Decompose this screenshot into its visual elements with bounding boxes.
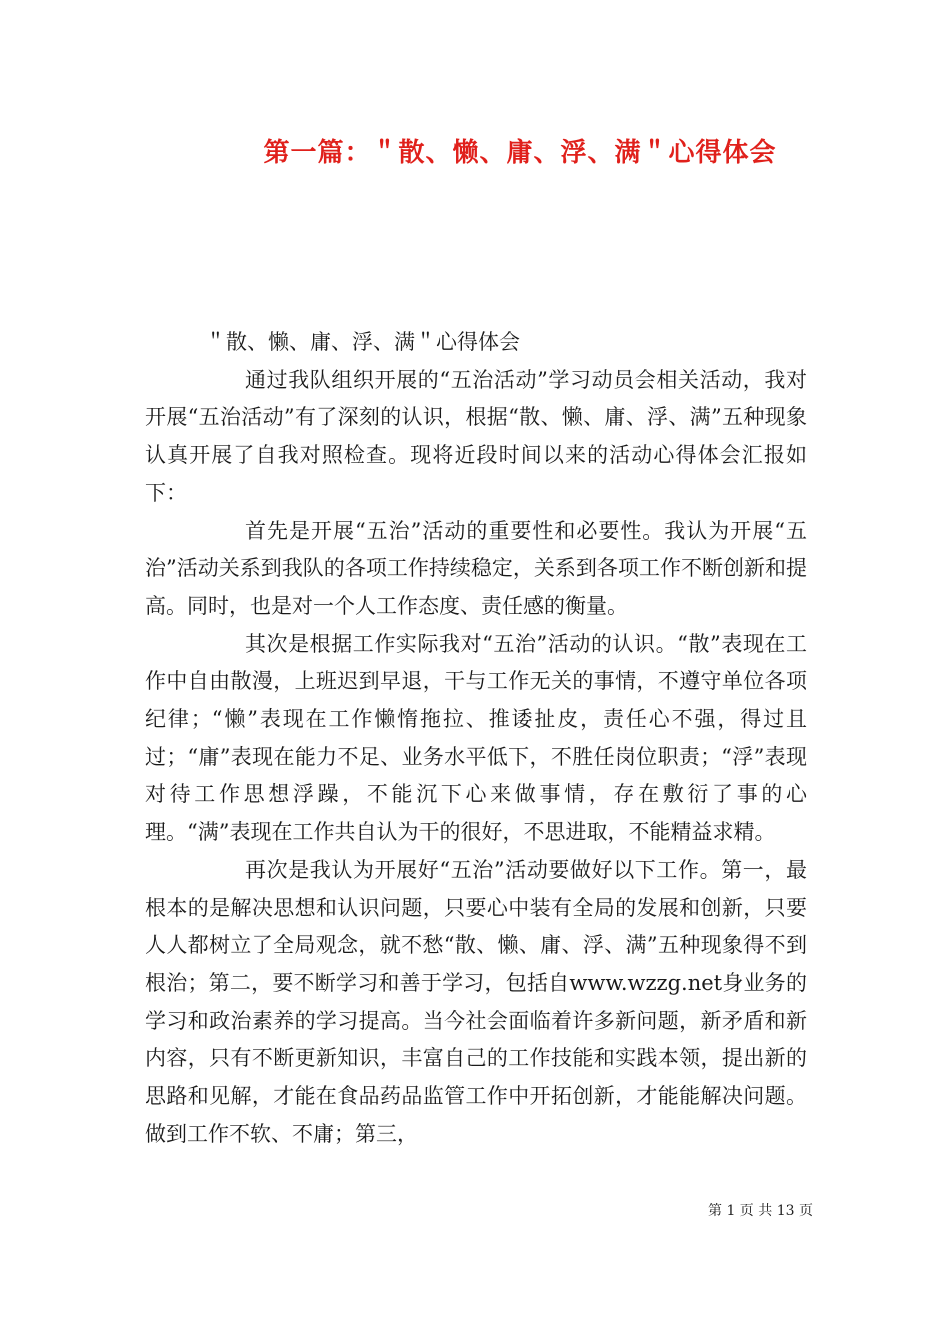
paragraph-4: 再次是我认为开展好“五治”活动要做好以下工作。第一，最根本的是解决思想和认识问题，只要心中装有全局的发展和创新，只要人人都树立了全局观念，就不愁“散、懒、庸、浮、满”五种现象得不到根治；第二，要不断学习和善于学习，包括自www.wzzg.net身业务的学习和政治素养的学习提高。当今社会面临着许多新问题，新矛盾和新内容，只有不断更新知识，丰富自己的工作技能和实践本领，提出新的思路和见解，才能在食品药品监管工作中开拓创新，才能能解决问题。做到工作不软、不庸；第三，: [145, 857, 807, 1146]
paragraph-1: 通过我队组织开展的“五治活动”学习动员会相关活动，我对开展“五治活动”有了深刻的认识，根据“散、懒、庸、浮、满”五种现象认真开展了自我对照检查。现将近段时间以来的活动心得体会汇报如下：: [145, 367, 807, 505]
paragraph-3: 其次是根据工作实际我对“五治”活动的认识。“散”表现在工作中自由散漫，上班迟到早退，干与工作无关的事情，不遵守单位各项纪律；“懒”表现在工作懒惰拖拉、推诿扯皮，责任心不强，得过且过；“庸”表现在能力不足、业务水平低下，不胜任岗位职责；“浮”表现对待工作思想浮躁，不能沉下心来做事情，存在敷衍了事的心理。“满”表现在工作共自认为干的很好，不思进取，不能精益求精。: [145, 631, 807, 845]
document-title: 第一篇：＂散、懒、庸、浮、满＂心得体会: [263, 138, 777, 168]
document-body: [145, 324, 807, 1153]
document-subtitle: ＂散、懒、庸、浮、满＂心得体会: [205, 330, 520, 354]
page-number: 第 1 页 共 13 页: [708, 1203, 813, 1219]
paragraph-2: 首先是开展“五治”活动的重要性和必要性。我认为开展“五治”活动关系到我队的各项工作持续稳定，关系到各项工作不断创新和提高。同时，也是对一个人工作态度、责任感的衡量。: [145, 518, 807, 618]
